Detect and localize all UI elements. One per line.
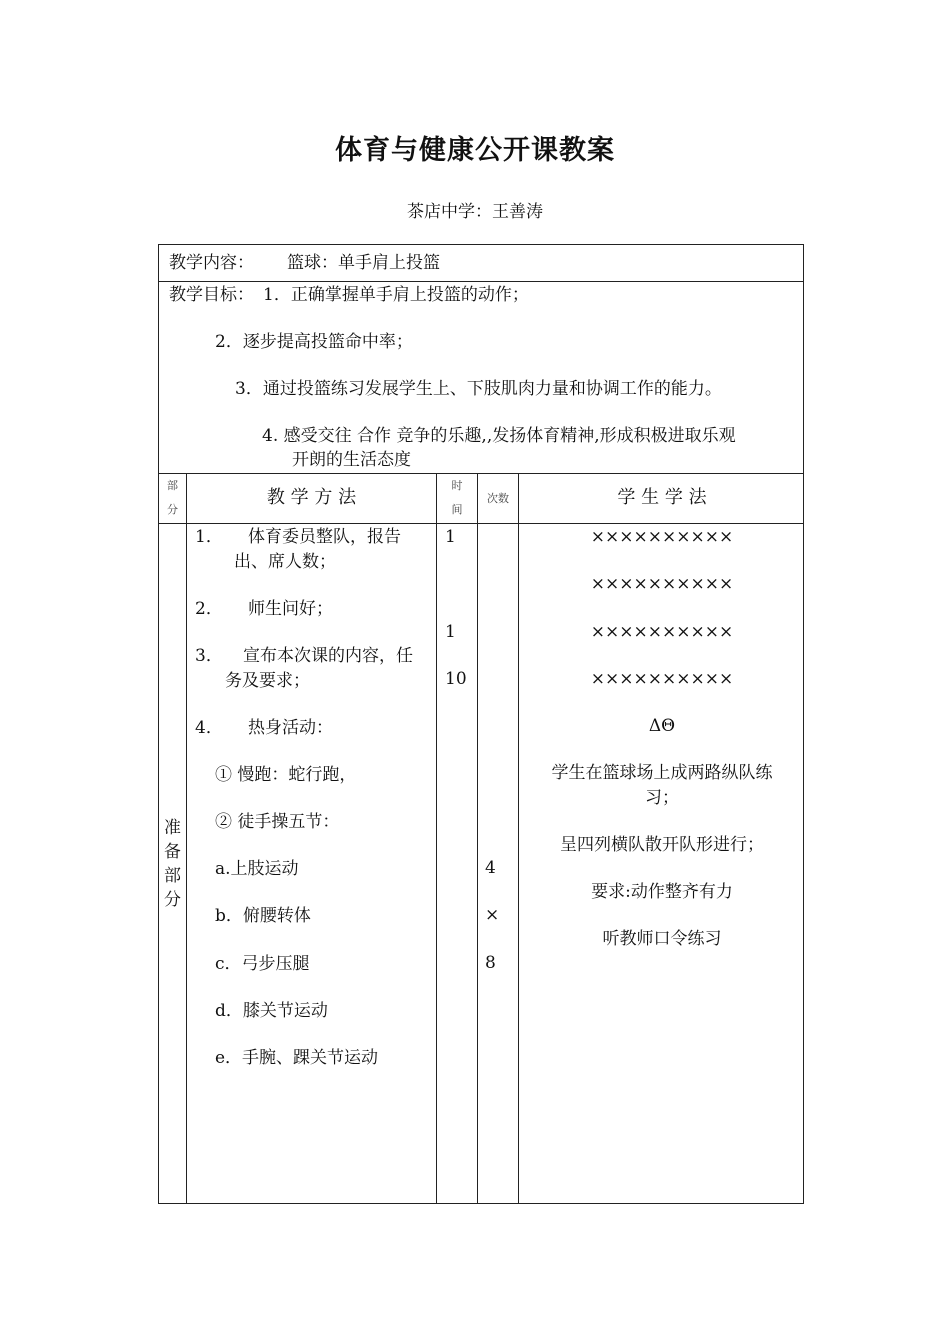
content-value: 篮球：单手肩上投篮 [287, 253, 440, 273]
formation-row: ×××××××××× [590, 622, 734, 642]
method-sub-item: c．弓步压腿 [215, 954, 310, 974]
column-divider [436, 473, 437, 1204]
lesson-plan-table [158, 244, 804, 1204]
objective-item: 3．通过投篮练习发展学生上、下肢肌肉力量和协调工作的能力。 [235, 379, 722, 399]
section-name-char: 备 [164, 842, 181, 862]
header-time-char: 间 [451, 503, 463, 516]
section-name-char: 准 [164, 818, 181, 838]
formation-row: ×××××××××× [590, 527, 734, 547]
method-sub-item: e．手腕、踝关节运动 [215, 1048, 379, 1068]
column-divider [477, 473, 478, 1204]
header-section-char: 部 [167, 479, 178, 492]
method-sub-item: a.上肢运动 [215, 859, 299, 879]
formation-row: ×××××××××× [590, 669, 734, 689]
count-value: 8 [485, 953, 496, 973]
student-text: 呈四列横队散开队形进行； [560, 835, 764, 855]
row-divider [159, 523, 803, 524]
student-text: 要求:动作整齐有力 [591, 882, 733, 902]
column-divider [186, 473, 187, 1204]
header-section-char: 分 [167, 503, 178, 516]
content-label: 教学内容： [169, 253, 254, 273]
method-sub-item: ② 徒手操五节： [215, 812, 340, 832]
method-number: 3． [195, 646, 223, 666]
method-sub-item: b．俯腰转体 [215, 906, 311, 926]
section-name-char: 部 [164, 866, 181, 886]
student-text: 听教师口令练习 [602, 929, 722, 949]
header-time-char: 时 [451, 479, 463, 492]
student-text: 习； [645, 788, 679, 808]
method-sub-item: d．膝关节运动 [215, 1001, 328, 1021]
method-text: 体育委员整队，报告 [248, 527, 401, 547]
row-divider [159, 281, 803, 282]
row-divider [159, 473, 803, 474]
method-sub-item: ① 慢跑：蛇行跑， [215, 765, 357, 785]
header-count: 次数 [487, 492, 509, 505]
method-text: 出、席人数； [234, 552, 336, 572]
author-line: 茶店中学：王善涛 [407, 202, 543, 222]
count-value: × [485, 905, 500, 925]
method-number: 2． [195, 599, 223, 619]
method-number: 1． [195, 527, 223, 547]
time-value: 1 [445, 622, 456, 642]
count-value: 4 [485, 858, 496, 878]
time-value: 10 [445, 669, 467, 689]
objective-item: 开朗的生活态度 [292, 450, 411, 470]
objective-item: 4. 感受交往 合作 竞争的乐趣,,发扬体育精神,形成积极进取乐观 [262, 426, 736, 446]
student-text: 学生在篮球场上成两路纵队练 [551, 763, 773, 783]
header-method: 教 学 方 法 [266, 487, 357, 508]
method-text: 师生问好； [248, 599, 333, 619]
teacher-symbol: ΔΘ [648, 716, 676, 736]
time-value: 1 [445, 527, 456, 547]
formation-row: ×××××××××× [590, 574, 734, 594]
objectives-label: 教学目标： [169, 285, 254, 305]
objective-item: 1．正确掌握单手肩上投篮的动作； [263, 285, 529, 305]
method-text: 宣布本次课的内容，任 [243, 646, 413, 666]
method-number: 4． [195, 718, 223, 738]
method-text: 热身活动： [248, 718, 333, 738]
section-name-char: 分 [164, 890, 181, 910]
objective-item: 2．逐步提高投篮命中率； [215, 332, 413, 352]
header-student: 学 生 学 法 [617, 487, 707, 508]
document-title: 体育与健康公开课教案 [335, 135, 615, 166]
method-text: 务及要求； [225, 671, 310, 691]
